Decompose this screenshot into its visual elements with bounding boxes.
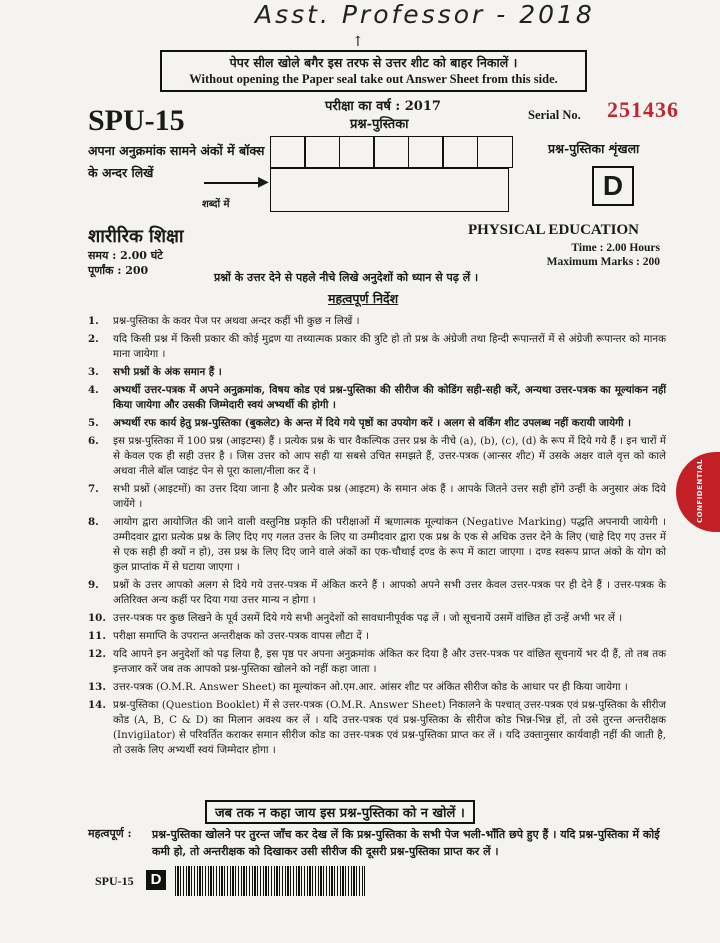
- marks-english: Maximum Marks : 200: [546, 256, 660, 268]
- instruction-item: 4. अभ्यर्थी उत्तर-पत्रक में अपने अनुक्रमांक, विषय कोड एवं प्रश्न-पुस्तिका की सीरीज की कोडिंग सही-सही करें, अन्यथा उत्तर-पत्रक का मूल्यांकन नहीं किया जायेगा और उसकी जिम्मेदारी स्वयं अभ्यर्थी की होगी ।: [88, 384, 666, 411]
- roll-number-boxes[interactable]: [271, 136, 513, 168]
- words-label: शब्दों में: [202, 199, 230, 210]
- confidential-seal: CONFIDENTIAL: [676, 452, 720, 532]
- instruction-item: 6. इस प्रश्न-पुस्तिका में 100 प्रश्न (आइटम्स) हैं । प्रत्येक प्रश्न के चार वैकल्पिक उत्तर प्रश्न के नीचे (a), (b), (c), (d) के रूप में दिये गये हैं । इन चारों में से केवल एक ही सही उत्तर है । जिस उत्तर को आप सही या सबसे उचित समझते हैं, उत्तर-पत्रक (आन्सर शीट) में उसके अक्षर वाले वृत्त को काले अथवा नीले बॉल प्वाइंट पेन से पूरा काला/नीला कर दें ।: [88, 435, 666, 477]
- instruction-item: 13. उत्तर-पत्रक (O.M.R. Answer Sheet) का मूल्यांकन ओ.एम.आर. आंसर शीट पर अंकित सीरीज कोड के आधार पर ही किया जायेगा ।: [88, 681, 628, 693]
- roll-digit-box[interactable]: [373, 136, 409, 168]
- time-hindi: समय : 2.00 घंटे: [88, 249, 163, 262]
- instruction-item: 12. यदि आपने इन अनुदेशों को पढ़ लिया है, इस पृष्ठ पर अपना अनुक्रमांक अंकित कर दिया है और उत्तर-पत्रक पर वांछित सूचनायें भर दी हैं, तो तब तक इन्तजार करें जब तक आपको प्रश्न-पुस्तिका खोलने को नहीं कहा जाता ।: [88, 648, 666, 675]
- important-note: प्रश्न-पुस्तिका खोलने पर तुरन्त जाँच कर देख लें कि प्रश्न-पुस्तिका के सभी पेज भली-भाँति छपे हुए हैं । यदि प्रश्न-पुस्तिका में कोई कमी हो, तो अन्तरीक्षक को दिखाकर उसी सीरीज की दूसरी प्रश्न-पुस्तिका प्राप्त कर लें ।: [152, 828, 660, 858]
- instruction-item: 9. प्रश्नों के उत्तर आपको अलग से दिये गये उत्तर-पत्रक में अंकित करने हैं । आपको अपने सभी उत्तर केवल उत्तर-पत्रक पर ही देने हैं । उत्तर-पत्रक के अतिरिक्त अन्य कहीं पर दिया गया उत्तर मान्य न होगा ।: [88, 579, 666, 606]
- series-letter-box: D: [592, 166, 634, 206]
- roll-words-box[interactable]: [270, 168, 509, 212]
- arrow-up-icon: ↑: [352, 34, 364, 50]
- roll-digit-box[interactable]: [339, 136, 375, 168]
- roll-digit-box[interactable]: [304, 136, 340, 168]
- instruction-item: 3. सभी प्रश्नों के अंक समान हैं ।: [88, 366, 222, 378]
- instruction-item: 2. यदि किसी प्रश्न में किसी प्रकार की कोई मुद्रण या तथ्यात्मक प्रकार की त्रुटि हो तो प्रश्न के अंग्रेजी तथा हिन्दी रूपान्तरों में से अंग्रेजी रूपान्तर को मानक माना जायेगा ।: [88, 333, 666, 360]
- instruction-item: 5. अभ्यर्थी रफ कार्य हेतु प्रश्न-पुस्तिका (बुकलेट) के अन्त में दिये गये पृष्ठों का उपयोग करें । अलग से वर्किंग शीट उपलब्ध नहीं करायी जायेगी ।: [88, 417, 631, 429]
- booklet-label: प्रश्न-पुस्तिका: [350, 117, 409, 132]
- roll-instruction: अपना अनुक्रमांक सामने अंकों में बॉक्स के अन्दर लिखें: [88, 143, 265, 180]
- do-not-open-box: जब तक न कहा जाय इस प्रश्न-पुस्तिका को न खोलें ।: [205, 800, 475, 824]
- paper-code: SPU-15: [88, 104, 185, 137]
- read-instruction: प्रश्नों के उत्तर देने से पहले नीचे लिखे अनुदेशों को ध्यान से पढ़ लें ।: [214, 271, 479, 284]
- arrow-right-icon: ▶: [258, 174, 269, 190]
- important-note-label: महत्वपूर्ण :: [88, 827, 132, 840]
- important-heading: महत्वपूर्ण निर्देश: [328, 291, 399, 306]
- instruction-item: 11. परीक्षा समाप्ति के उपरान्त अन्तरीक्षक को उत्तर-पत्रक वापस लौटा दें ।: [88, 630, 369, 642]
- seal-notice-english: Without opening the Paper seal take out Answer Sheet from this side.: [189, 72, 558, 86]
- marks-hindi: पूर्णांक : 200: [88, 264, 149, 277]
- arrow-line: [204, 182, 266, 184]
- subject-english: PHYSICAL EDUCATION: [468, 222, 639, 238]
- roll-digit-box[interactable]: [408, 136, 444, 168]
- serial-number: 251436: [607, 97, 679, 122]
- footer-code: SPU-15: [95, 874, 134, 888]
- series-label: प्रश्न-पुस्तिका शृंखला: [548, 141, 640, 156]
- instruction-item: 10. उत्तर-पत्रक पर कुछ लिखने के पूर्व उसमें दिये गये सभी अनुदेशों को सावधानीपूर्वक पढ़ लें । जो सूचनायें उसमें वांछित हों उन्हें अभी भर लें ।: [88, 612, 623, 624]
- footer-series: D: [146, 870, 166, 890]
- barcode: [175, 866, 365, 896]
- handwritten-note: Asst. Professor - 2018: [255, 0, 595, 29]
- instruction-item: 1. प्रश्न-पुस्तिका के कवर पेज पर अथवा अन्दर कहीं भी कुछ न लिखें ।: [88, 315, 360, 327]
- time-english: Time : 2.00 Hours: [571, 242, 660, 254]
- instructions-list: [88, 314, 666, 761]
- seal-notice-hindi: पेपर सील खोले बगैर इस तरफ से उत्तर शीट को बाहर निकालें ।: [229, 55, 518, 70]
- exam-year: परीक्षा का वर्ष : 2017: [325, 99, 441, 114]
- roll-digit-box[interactable]: [442, 136, 478, 168]
- seal-notice-box: [160, 50, 587, 92]
- instruction-item: 14. प्रश्न-पुस्तिका (Question Booklet) में से उत्तर-पत्रक (O.M.R. Answer Sheet) निकालने के पश्चात् उत्तर-पत्रक एवं प्रश्न-पुस्तिका के सीरीज कोड (A, B, C & D) का मिलान अवश्य कर लें । यदि उत्तर-पत्रक एवं प्रश्न-पुस्तिका के सीरीज कोड भिन्न-भिन्न हों, तो उसे तुरन्त अन्तरीक्षक (Invigilator) से परिवर्तित कराकर समान सीरीज कोड का उत्तर-पत्रक एवं प्रश्न-पुस्तिका प्राप्त कर लें । यदि उक्तानुसार कार्यवाही नहीं की जाती है, तो उसके लिए अभ्यर्थी स्वयं जिम्मेदार होगा ।: [88, 699, 666, 756]
- subject-hindi: शारीरिक शिक्षा: [88, 226, 184, 247]
- roll-digit-box[interactable]: [477, 136, 513, 168]
- instruction-item: 8. आयोग द्वारा आयोजित की जाने वाली वस्तुनिष्ठ प्रकृति की परीक्षाओं में ऋणात्मक मूल्यांकन (Negative Marking) पद्धति अपनायी जायेगी । उम्मीदवार द्वारा प्रत्येक प्रश्न के लिए दिए गए गलत उत्तर के लिए या उम्मीदवार द्वारा एक प्रश्न के एक से अधिक उत्तर देने के लिए (चाहे दिए गए उत्तर में से एक सही ही क्यों न हो), उस प्रश्न के लिए दिए जाने वाले अंकों का एक-चौथाई दण्ड के रूप में काटा जाएगा । दण्ड स्वरूप प्राप्त अंको के योग को कुल प्राप्तांक में से घटाया जाएगा ।: [88, 516, 666, 573]
- serial-label: Serial No.: [528, 108, 581, 122]
- roll-digit-box[interactable]: [270, 136, 306, 168]
- instruction-item: 7. सभी प्रश्नों (आइटमों) का उत्तर दिया जाना है और प्रत्येक प्रश्न (आइटम) के समान अंक हैं । आपके जितने उत्तर सही होंगे उन्हीं के अनुसार अंक दिये जायेंगे ।: [88, 483, 666, 510]
